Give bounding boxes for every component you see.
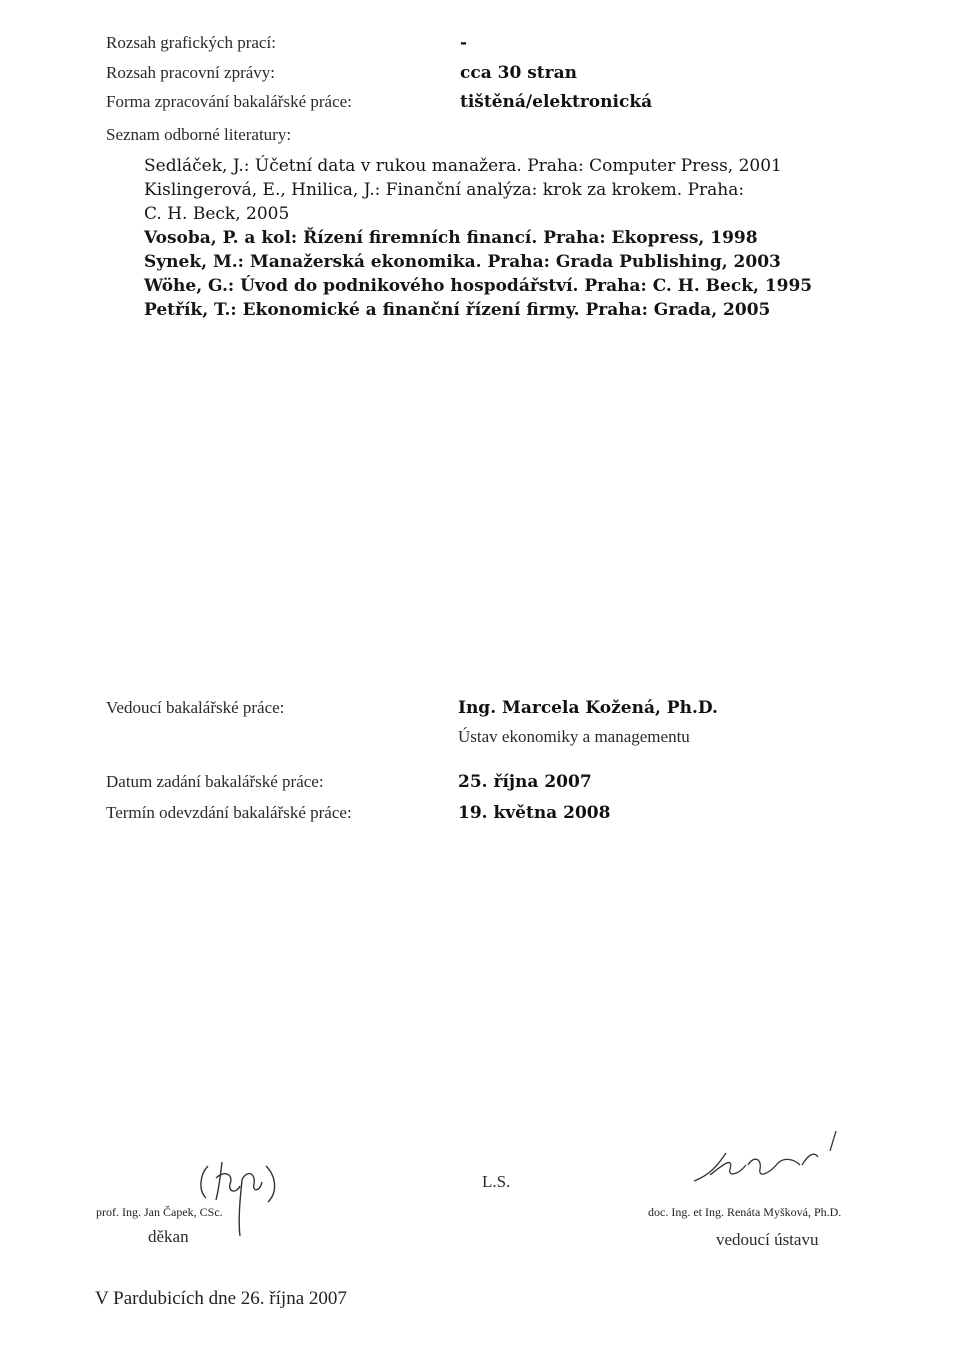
place-date: V Pardubicích dne 26. října 2007 xyxy=(95,1288,347,1309)
supervisor-label: Vedoucí bakalářské práce: xyxy=(106,698,285,717)
reference-item: C. H. Beck, 2005 xyxy=(144,204,290,224)
reference-list xyxy=(144,154,812,322)
graphics-label: Rozsah grafických prací: xyxy=(106,33,276,52)
dean-name: prof. Ing. Jan Čapek, CSc. xyxy=(96,1205,223,1219)
assign-date-label: Datum zadání bakalářské práce: xyxy=(106,772,324,791)
reference-item: Wöhe, G.: Úvod do podnikového hospodářství. Praha: C. H. Beck, 1995 xyxy=(144,276,813,296)
reference-item: Sedláček, J.: Účetní data v rukou manažera. Praha: Computer Press, 2001 xyxy=(144,156,782,176)
assign-date-value: 25. října 2007 xyxy=(458,772,592,792)
head-title: vedoucí ústavu xyxy=(716,1230,819,1249)
dean-title: děkan xyxy=(148,1227,189,1246)
seal-mark: L.S. xyxy=(482,1172,511,1191)
report-value: cca 30 stran xyxy=(460,63,577,83)
literature-label: Seznam odborné literatury: xyxy=(106,125,292,144)
report-label: Rozsah pracovní zprávy: xyxy=(106,63,275,82)
head-name: doc. Ing. et Ing. Renáta Myšková, Ph.D. xyxy=(648,1205,842,1219)
reference-item: Vosoba, P. a kol: Řízení firemních financí. Praha: Ekopress, 1998 xyxy=(144,228,758,248)
head-signature xyxy=(690,1125,860,1195)
supervisor-name: Ing. Marcela Kožená, Ph.D. xyxy=(458,698,718,718)
form-value: tištěná/elektronická xyxy=(460,92,653,112)
reference-item: Kislingerová, E., Hnilica, J.: Finanční analýza: krok za krokem. Praha: xyxy=(144,180,745,200)
reference-item: Petřík, T.: Ekonomické a finanční řízení firmy. Praha: Grada, 2005 xyxy=(144,300,771,320)
reference-item: Synek, M.: Manažerská ekonomika. Praha: Grada Publishing, 2003 xyxy=(144,252,781,272)
form-label: Forma zpracování bakalářské práce: xyxy=(106,92,352,111)
graphics-value: - xyxy=(460,33,468,53)
dean-signature xyxy=(190,1140,300,1240)
deadline-label: Termín odevzdání bakalářské práce: xyxy=(106,803,352,822)
supervisor-department: Ústav ekonomiky a managementu xyxy=(458,727,690,746)
deadline-value: 19. května 2008 xyxy=(458,803,611,823)
